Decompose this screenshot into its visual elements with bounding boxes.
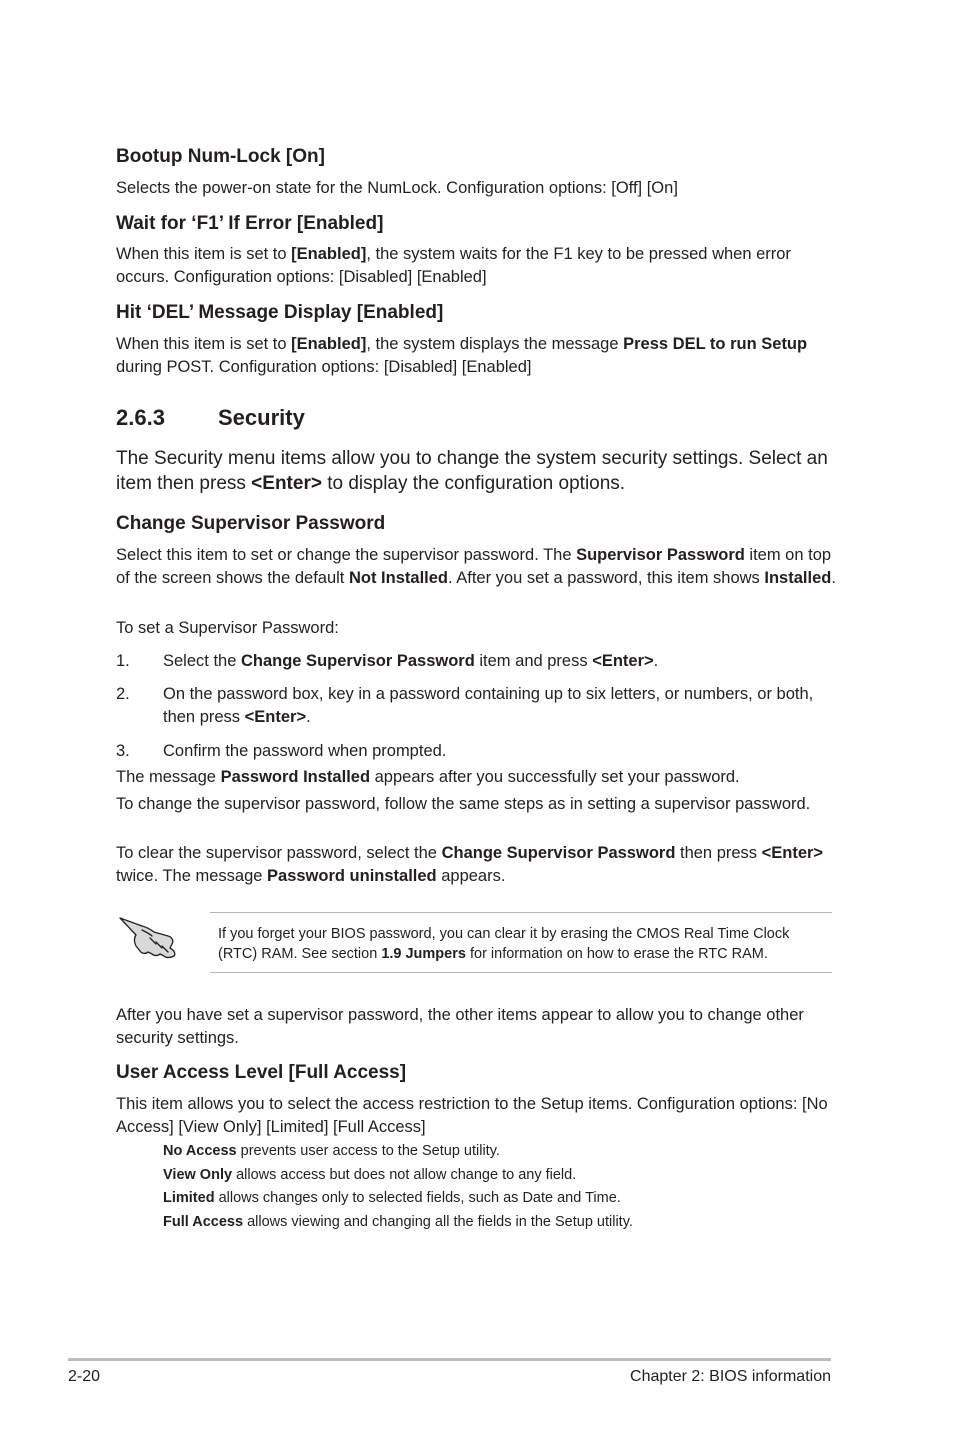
step-2-text: On the password box, key in a password containing up to six letters, or numbers, or both, then press <Enter>. [163, 685, 814, 726]
note-top-rule [210, 912, 832, 913]
step-1-number: 1. [116, 652, 130, 670]
step-1-text: Select the Change Supervisor Password item and press <Enter>. [163, 652, 659, 670]
footer-chapter-title: Chapter 2: BIOS information [630, 1368, 831, 1385]
heading-wait-f1: Wait for ‘F1’ If Error [Enabled] [116, 213, 384, 234]
heading-user-access-level: User Access Level [Full Access] [116, 1062, 407, 1083]
paragraph-password-installed: The message Password Installed appears after you successfully set your password. [116, 768, 740, 786]
hand-pointer-icon [112, 908, 184, 966]
option-view-only: View Only allows access but does not allow change to any field. [163, 1167, 577, 1183]
paragraph-user-access-level: This item allows you to select the access restriction to the Setup items. Configuration options: [No Access] [View Only] [Limited] [Full Access] [116, 1095, 828, 1136]
paragraph-change-password: To change the supervisor password, follow the same steps as in setting a supervisor password. [116, 795, 811, 813]
paragraph-hit-del: When this item is set to [Enabled], the system displays the message Press DEL to run Setup during POST. Configuration options: [Disabled] [Enabled] [116, 335, 808, 376]
footer-page-number: 2-20 [68, 1368, 101, 1385]
section-title: Security [218, 405, 305, 430]
paragraph-set-password-intro: To set a Supervisor Password: [116, 619, 339, 637]
step-3-number: 3. [116, 742, 130, 760]
step-2-number: 2. [116, 685, 130, 703]
paragraph-bootup-numlock: Selects the power-on state for the NumLock. Configuration options: [Off] [On] [116, 179, 678, 197]
paragraph-wait-f1: When this item is set to [Enabled], the system waits for the F1 key to be pressed when error occurs. Configuration options: [Disabled] [Enabled] [116, 245, 791, 286]
option-full-access: Full Access allows viewing and changing all the fields in the Setup utility. [163, 1214, 633, 1230]
heading-bootup-numlock: Bootup Num-Lock [On] [116, 146, 325, 167]
heading-change-supervisor-password: Change Supervisor Password [116, 513, 386, 534]
option-no-access: No Access prevents user access to the Setup utility. [163, 1143, 500, 1159]
section-intro: The Security menu items allow you to change the system security settings. Select an item then press <Enter> to display the configuration options. [116, 448, 828, 494]
paragraph-after-password: After you have set a supervisor password, the other items appear to allow you to change other security settings. [116, 1006, 804, 1047]
note-bottom-rule [210, 972, 832, 973]
section-number: 2.6.3 [116, 405, 165, 430]
paragraph-csp-description: Select this item to set or change the supervisor password. The Supervisor Password item on top of the screen shows the default Not Installed. After you set a password, this item shows Installed. [116, 546, 836, 587]
footer-rule [68, 1358, 831, 1361]
step-3-text: Confirm the password when prompted. [163, 742, 447, 760]
option-limited: Limited allows changes only to selected fields, such as Date and Time. [163, 1190, 621, 1206]
note-text: If you forget your BIOS password, you can clear it by erasing the CMOS Real Time Clock (RTC) RAM. See section 1.9 Jumpers for information on how to erase the RTC RAM. [218, 926, 790, 962]
paragraph-clear-password: To clear the supervisor password, select the Change Supervisor Password then press <Enter> twice. The message Password uninstalled appears. [116, 844, 824, 885]
heading-hit-del: Hit ‘DEL’ Message Display [Enabled] [116, 302, 444, 323]
